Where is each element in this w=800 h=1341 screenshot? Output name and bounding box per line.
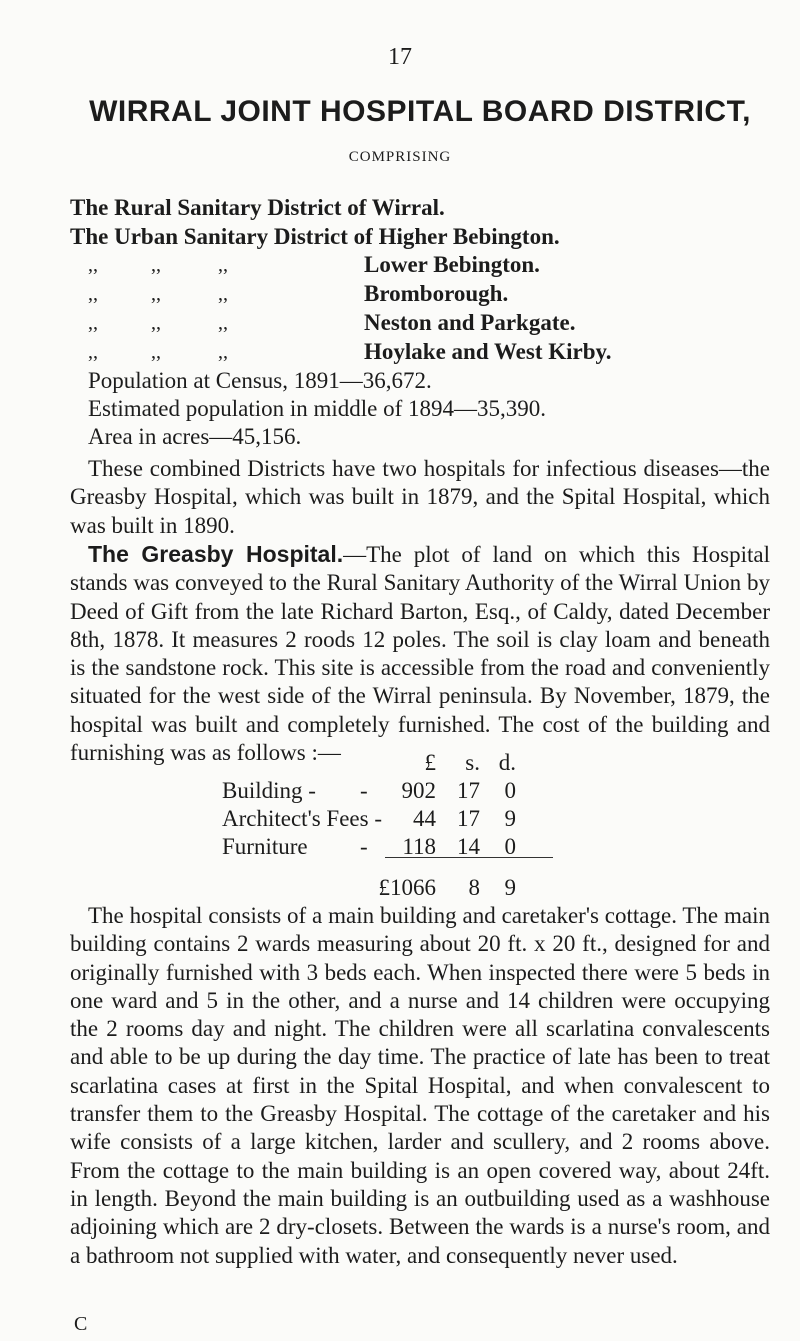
sub-district-neston-parkgate: Neston and Parkgate.	[364, 310, 576, 335]
description-paragraph: The hospital consists of a main building and caretaker's cottage. The main building contains 2 wards measuring about 20 ft. x 20 ft., designed for and originally furnished with 3 beds each. When inspected there were 5 beds in one ward and 5 in the other, and a nurse and 14 children were occupying the 2 rooms day and night. The children were all scarlatina convalescents and able to be up during the day time. The practice of late has been to treat scarlatina cases at first in the Spital Hospital, and when convalescent to transfer them to the Greasby Hospital. The cottage of the caretaker and his wife consists of a large kitchen, larder and scullery, and 2 rooms above. From the cottage to the main building is an open covered way, about 24ft. in length. Beyond the main building is an outbuilding used as a washhouse adjoining which are 2 dry-closets. Between the wards is a nurse's room, and a bathroom not supplied with water, and consequently never used.	[70, 903, 770, 1268]
table-row	[222, 806, 642, 834]
total-pence: 9	[504, 875, 516, 900]
cost-shillings: 17	[457, 806, 480, 831]
total-shillings: 8	[468, 875, 480, 900]
cost-shillings: 14	[457, 834, 480, 859]
ditto-mark: ,,	[88, 254, 98, 276]
greasby-paragraph	[70, 540, 770, 767]
page-title: WIRRAL JOINT HOSPITAL BOARD DISTRICT,	[89, 95, 751, 128]
sub-district-hoylake-west-kirby: Hoylake and West Kirby.	[364, 339, 612, 364]
cost-pence: 0	[504, 834, 516, 859]
cost-pounds: 118	[402, 834, 436, 859]
comprising-label: COMPRISING	[348, 149, 452, 165]
total-pounds: £1066	[378, 875, 436, 900]
sub-district-lower-bebington: Lower Bebington.	[364, 252, 540, 277]
ditto-mark: ,,	[218, 254, 228, 276]
page-number: 17	[388, 44, 412, 70]
ditto-mark: ,,	[88, 283, 98, 305]
ditto-mark: ,,	[151, 341, 161, 363]
cost-label: Building -	[222, 778, 316, 803]
rural-district: The Rural Sanitary District of Wirral.	[70, 195, 445, 220]
ditto-mark: ,,	[218, 341, 228, 363]
ditto-mark: ,,	[218, 283, 228, 305]
cost-dash: -	[360, 778, 368, 803]
signature-mark: C	[74, 1313, 88, 1335]
intro-paragraph: These combined Districts have two hospitals for infectious diseases—the Greasby Hospital, which was built in 1879, and the Spital Hospital, which was built in 1890.	[70, 456, 770, 538]
cost-total-row	[222, 875, 642, 903]
cost-dash: -	[360, 834, 368, 859]
ditto-mark: ,,	[88, 341, 98, 363]
population-census: Population at Census, 1891—36,672.	[88, 368, 432, 393]
table-row	[222, 778, 642, 806]
population-estimated: Estimated population in middle of 1894—35,390.	[88, 396, 547, 421]
sub-district-bromborough: Bromborough.	[364, 281, 509, 306]
urban-district: The Urban Sanitary District of Higher Bebington.	[70, 224, 560, 249]
total-divider	[385, 857, 553, 858]
shillings-header: s.	[465, 750, 480, 775]
ditto-mark: ,,	[151, 283, 161, 305]
greasby-heading: The Greasby Hospital.	[88, 541, 344, 567]
cost-pence: 9	[504, 806, 516, 831]
cost-pence: 0	[504, 778, 516, 803]
ditto-mark: ,,	[151, 312, 161, 334]
pounds-header: £	[424, 750, 436, 775]
ditto-mark: ,,	[88, 312, 98, 334]
ditto-mark: ,,	[218, 312, 228, 334]
greasby-text: —The plot of land on which this Hospital stands was conveyed to the Rural Sanitary Authority of the Wirral Union by Deed of Gift from the late Richard Barton, Esq., of Caldy, dated December 8th, 1878. It measures 2 roods 12 poles. The soil is clay loam and beneath is the sandstone rock. This site is accessible from the road and conveniently situated for the west side of the Wirral peninsula. By November, 1879, the hospital was built and completely furnished. The cost of the building and furnishing was as follows :—	[70, 542, 770, 766]
cost-shillings: 17	[457, 778, 480, 803]
cost-label: Furniture	[222, 834, 308, 859]
pence-header: d.	[498, 750, 516, 775]
cost-header-row	[222, 750, 642, 778]
cost-pounds: 44	[413, 806, 436, 831]
ditto-mark: ,,	[151, 254, 161, 276]
area-acres: Area in acres—45,156.	[88, 424, 302, 449]
cost-pounds: 902	[401, 778, 436, 803]
cost-label: Architect's Fees -	[222, 806, 382, 831]
